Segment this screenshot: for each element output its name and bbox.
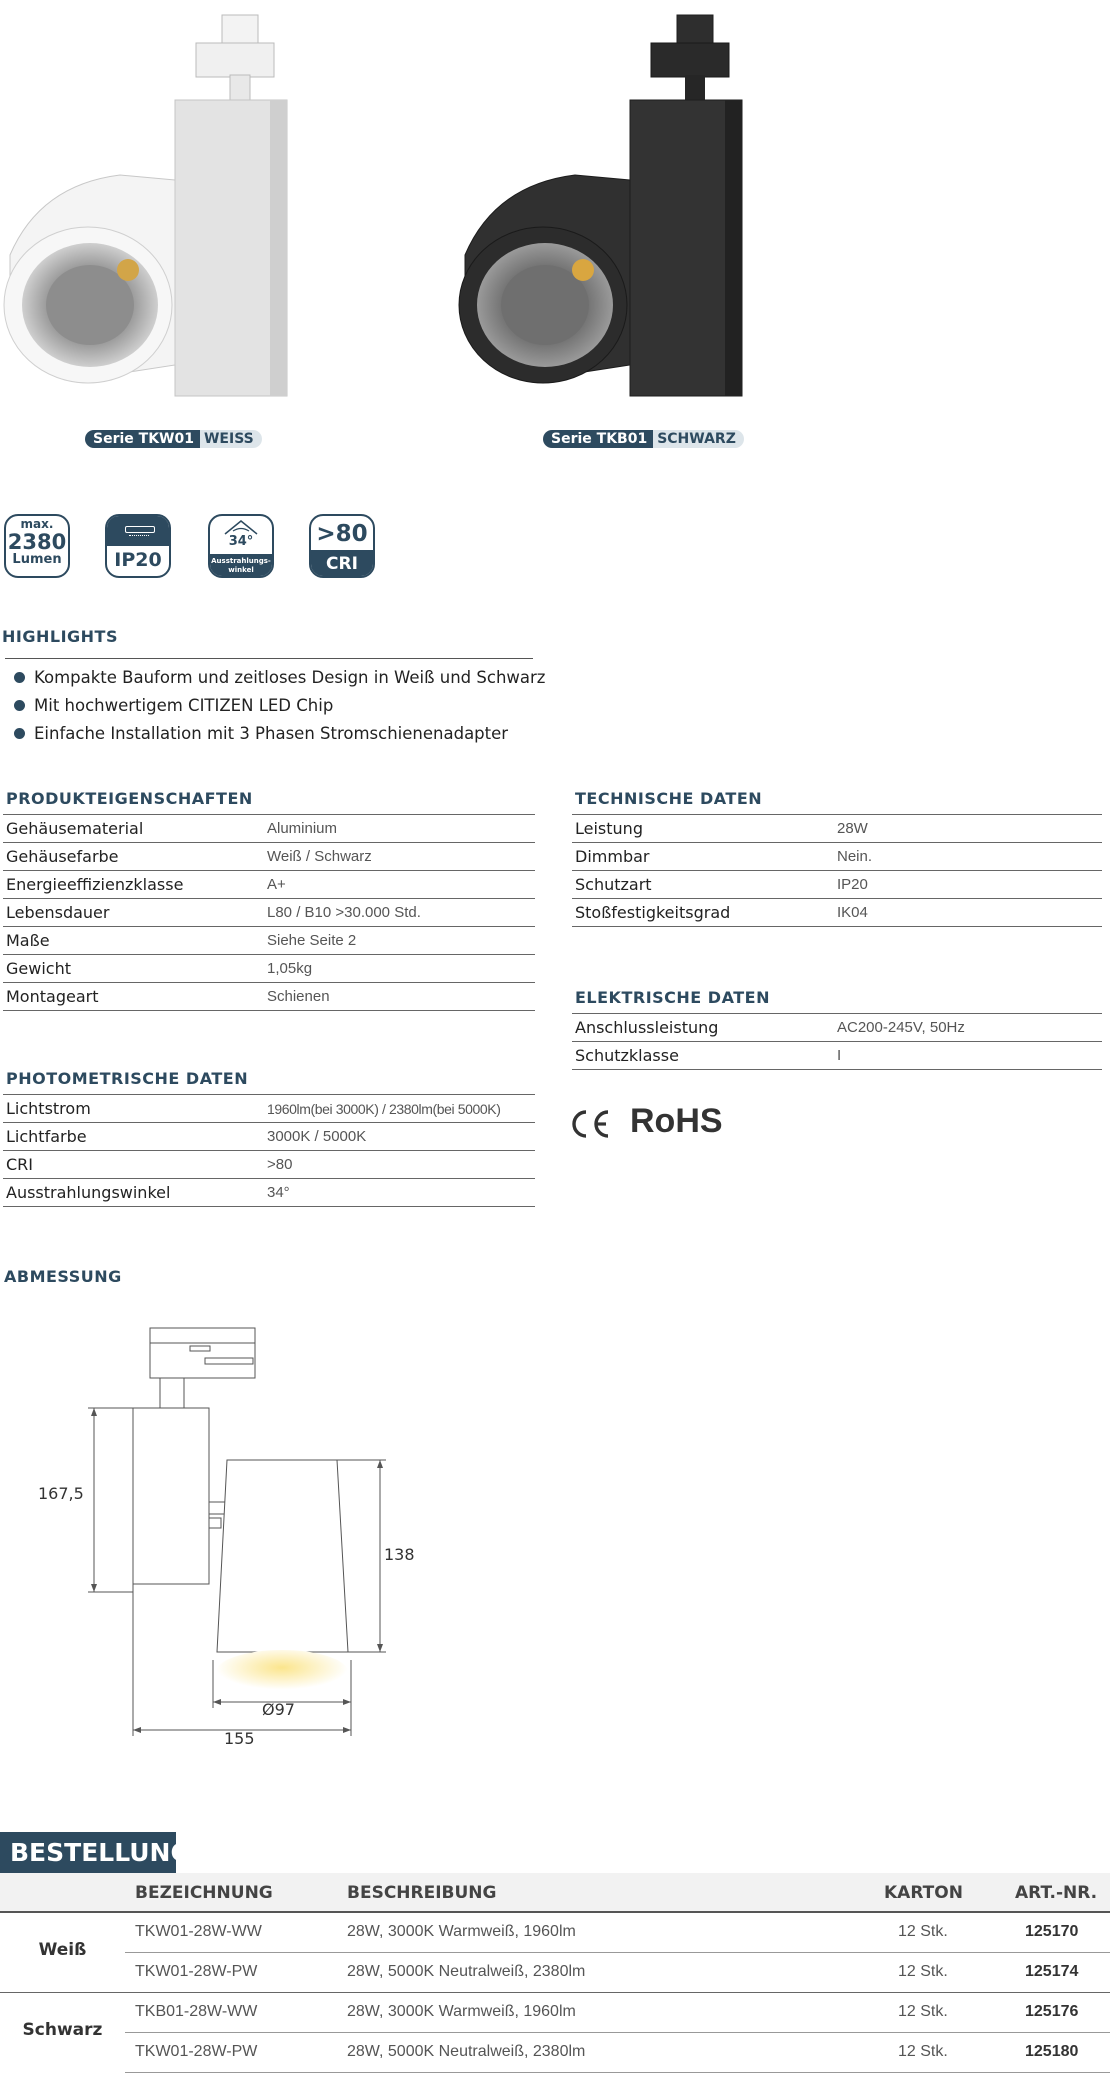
elektrische-table xyxy=(572,1013,1102,1070)
bullet-icon xyxy=(14,672,25,683)
spec-row: Gehäusefarbe Weiß / Schwarz xyxy=(3,843,535,871)
technische-title: TECHNISCHE DATEN xyxy=(575,789,763,808)
cri-icon: >80 CRI xyxy=(309,514,375,578)
header-karton: KARTON xyxy=(884,1883,963,1903)
produkteigenschaften-title: PRODUKTEIGENSCHAFTEN xyxy=(6,789,253,808)
photometrische-table xyxy=(3,1094,535,1207)
dimension-diameter: Ø97 xyxy=(262,1700,295,1719)
bestellung-title: BESTELLUNG xyxy=(0,1832,176,1873)
dimension-drawing xyxy=(0,1300,440,1760)
spec-row: Leistung 28W xyxy=(572,815,1102,843)
series-name: Serie TKW01 xyxy=(85,430,200,448)
series-color: WEISS xyxy=(200,430,262,448)
produkteigenschaften-table xyxy=(3,814,535,1011)
highlights-title: HIGHLIGHTS xyxy=(2,627,118,646)
spec-row: Lebensdauer L80 / B10 >30.000 Std. xyxy=(3,899,535,927)
dimension-height-body: 167,5 xyxy=(38,1484,84,1503)
spec-row: Schutzart IP20 xyxy=(572,871,1102,899)
series-name: Serie TKB01 xyxy=(543,430,653,448)
white-spotlight-image xyxy=(0,5,300,405)
dimension-height-head: 138 xyxy=(384,1545,415,1564)
spec-row: Maße Siehe Seite 2 xyxy=(3,927,535,955)
highlight-item: Mit hochwertigem CITIZEN LED Chip xyxy=(14,696,333,715)
spec-row: Stoßfestigkeitsgrad IK04 xyxy=(572,899,1102,927)
spec-row: Schutzklasse I xyxy=(572,1042,1102,1070)
header-art: ART.-NR. xyxy=(1015,1883,1098,1903)
lumen-icon: max. 2380 Lumen xyxy=(4,514,70,578)
order-table-header xyxy=(0,1873,1110,1913)
spec-row: Anschlussleistung AC200-245V, 50Hz xyxy=(572,1014,1102,1042)
rohs-mark: RoHS xyxy=(630,1102,723,1140)
highlights-divider xyxy=(5,658,533,659)
technische-table xyxy=(572,814,1102,927)
spec-row: Dimmbar Nein. xyxy=(572,843,1102,871)
highlight-item: Einfache Installation mit 3 Phasen Stromschienenadapter xyxy=(14,724,508,743)
table-row: TKW01-28W-PW 28W, 5000K Neutralweiß, 2380lm 12 Stk. 125174 xyxy=(135,1963,1079,1980)
spec-row: Lichtfarbe 3000K / 5000K xyxy=(3,1123,535,1151)
series-color: SCHWARZ xyxy=(653,430,744,448)
black-spotlight-image xyxy=(455,5,755,405)
spec-row: Montageart Schienen xyxy=(3,983,535,1011)
highlight-item: Kompakte Bauform und zeitloses Design in Weiß und Schwarz xyxy=(14,668,545,687)
beam-angle-icon: 34° Ausstrahlungs- winkel xyxy=(208,514,274,578)
header-desc: BESCHREIBUNG xyxy=(347,1883,497,1903)
dimension-width: 155 xyxy=(224,1729,255,1748)
group-label-schwarz: Schwarz xyxy=(22,2020,103,2040)
table-row: TKW01-28W-PW 28W, 5000K Neutralweiß, 2380lm 12 Stk. 125180 xyxy=(125,2033,1110,2073)
group-label-weiss: Weiß xyxy=(38,1940,87,1960)
spec-row: Ausstrahlungswinkel 34° xyxy=(3,1179,535,1207)
spec-row: CRI >80 xyxy=(3,1151,535,1179)
table-row: TKB01-28W-WW 28W, 3000K Warmweiß, 1960lm 12 Stk. 125176 xyxy=(125,1993,1110,2033)
header-name: BEZEICHNUNG xyxy=(135,1883,273,1903)
photometrische-title: PHOTOMETRISCHE DATEN xyxy=(6,1069,249,1088)
bullet-icon xyxy=(14,728,25,739)
table-row: TKW01-28W-WW 28W, 3000K Warmweiß, 1960lm 12 Stk. 125170 xyxy=(125,1913,1110,1953)
ce-mark-icon xyxy=(570,1108,612,1140)
spec-row: Energieeffizienzklasse A+ xyxy=(3,871,535,899)
ip-rating-icon: IP20 xyxy=(105,514,171,578)
bullet-icon xyxy=(14,700,25,711)
series-badge-black xyxy=(543,430,744,448)
abmessung-title: ABMESSUNG xyxy=(4,1267,122,1286)
spec-row: Gewicht 1,05kg xyxy=(3,955,535,983)
series-badge-white xyxy=(85,430,262,448)
elektrische-title: ELEKTRISCHE DATEN xyxy=(575,988,770,1007)
spec-row: Lichtstrom 1960lm(bei 3000K) / 2380lm(bei 5000K) xyxy=(3,1095,535,1123)
spec-row: Gehäusematerial Aluminium xyxy=(3,815,535,843)
